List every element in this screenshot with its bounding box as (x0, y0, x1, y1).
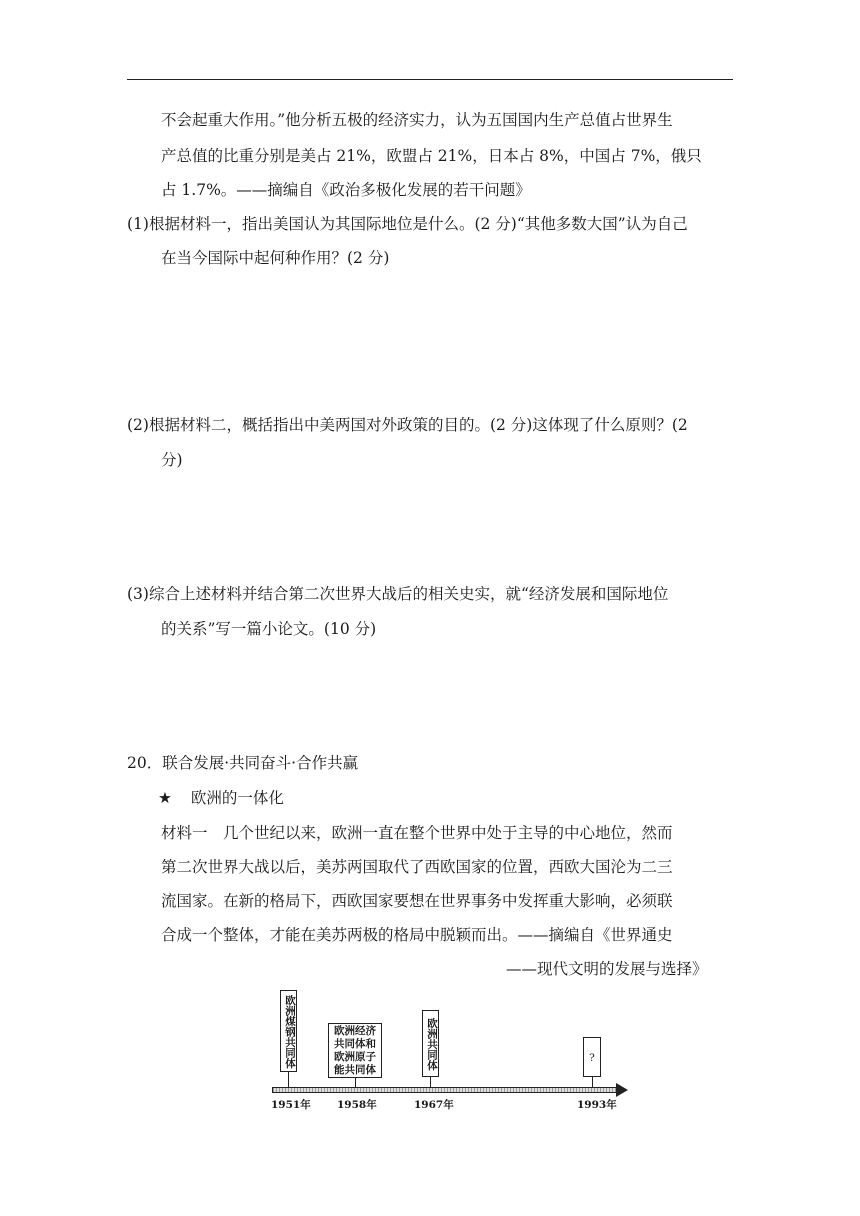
timeline-year: 1951年 (271, 1099, 311, 1111)
timeline-stem (592, 1077, 593, 1087)
timeline-year: 1993年 (577, 1099, 617, 1111)
question-20-title: 20．联合发展·共同奋斗·合作共赢 (127, 754, 359, 772)
timeline-event-box: 欧洲共同体 (422, 1010, 439, 1077)
timeline-stem (288, 1072, 289, 1087)
timeline-stem (430, 1077, 431, 1087)
timeline-event-text: 能共同体 (334, 1064, 376, 1076)
timeline-event-box (328, 1023, 382, 1078)
eu-integration-timeline (260, 985, 640, 1115)
timeline-axis (272, 1087, 620, 1093)
material-one-line: 第二次世界大战以后，美苏两国取代了西欧国家的位置，西欧大国沦为二三 (161, 858, 673, 876)
timeline-year: 1958年 (337, 1099, 377, 1111)
material-line: 不会起重大作用。”他分析五极的经济实力，认为五国国内生产总值占世界生 (161, 111, 673, 129)
question-2-line2: 分) (161, 451, 183, 469)
question-2-line1: (2)根据材料二，概括指出中美两国对外政策的目的。(2 分)这体现了什么原则？(2 (127, 416, 688, 434)
star-icon: ★ (158, 789, 172, 807)
question-1-line1: (1)根据材料一，指出美国认为其国际地位是什么。(2 分)“其他多数大国”认为自己 (127, 215, 688, 233)
timeline-stem (355, 1078, 356, 1087)
timeline-event-text: 欧洲原子 (334, 1051, 376, 1063)
timeline-year: 1967年 (414, 1099, 454, 1111)
section-heading (158, 788, 284, 808)
material-line: 产总值的比重分别是美占 21%，欧盟占 21%，日本占 8%，中国占 7%，俄只 (161, 147, 702, 165)
material-one-line: 流国家。在新的格局下，西欧国家要想在世界事务中发挥重大影响，必须联 (161, 892, 673, 910)
material-line: 占 1.7%。——摘编自《政治多极化发展的若干问题》 (161, 181, 531, 199)
section-subtitle: 欧洲的一体化 (190, 789, 284, 807)
header-rule (127, 79, 733, 80)
material-one-source: ——现代文明的发展与选择》 (506, 960, 708, 978)
timeline-event-box: 欧洲煤钢共同体 (280, 990, 297, 1072)
question-3-line1: (3)综合上述材料并结合第二次世界大战后的相关史实，就“经济发展和国际地位 (127, 585, 669, 603)
timeline-unknown-box: ? (583, 1037, 601, 1077)
arrow-right-icon (616, 1083, 628, 1097)
question-3-line2: 的关系”写一篇小论文。(10 分) (161, 620, 377, 638)
material-one-line: 合成一个整体，才能在美苏两极的格局中脱颖而出。——摘编自《世界通史 (161, 926, 673, 944)
material-one-line: 材料一 几个世纪以来，欧洲一直在整个世界中处于主导的中心地位，然而 (161, 824, 673, 842)
question-1-line2: 在当今国际中起何种作用？(2 分) (161, 249, 390, 267)
timeline-event-text: 共同体和 (334, 1038, 376, 1050)
timeline-event-text: 欧洲经济 (334, 1025, 376, 1037)
